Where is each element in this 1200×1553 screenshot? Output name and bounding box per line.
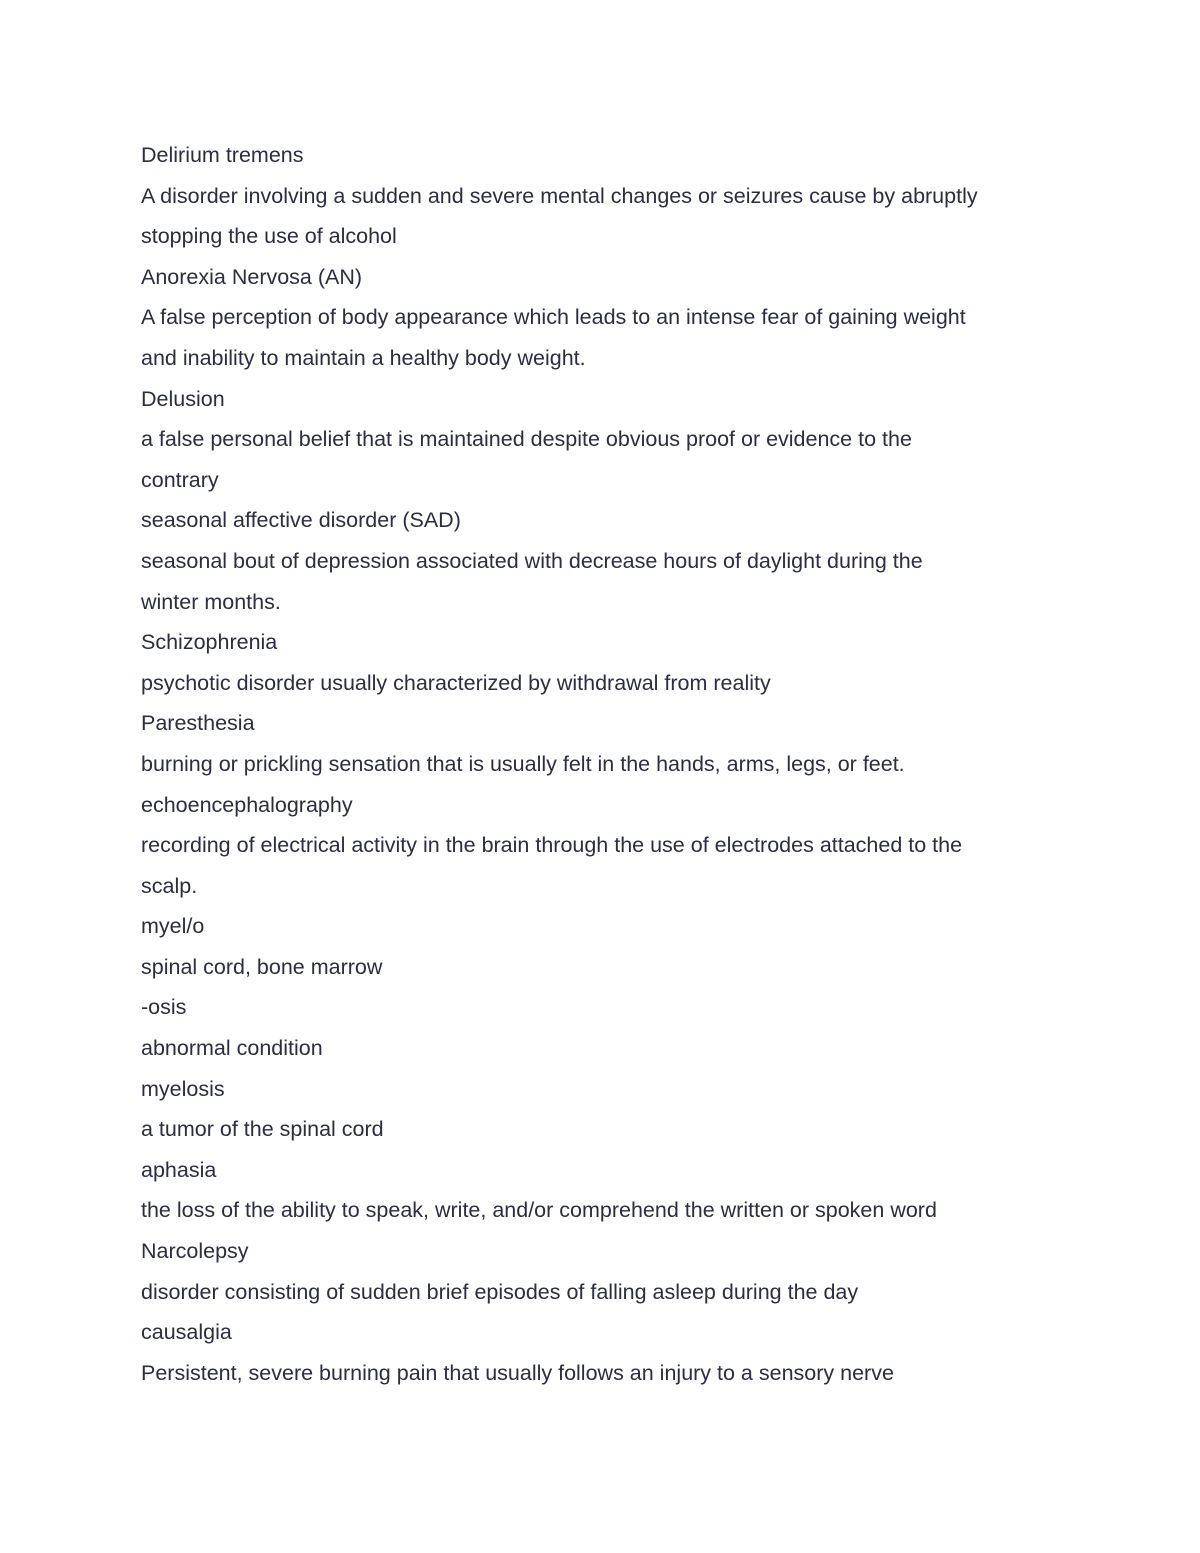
term-delusion: Delusion — [141, 386, 225, 411]
definition-line: psychotic disorder usually characterized by withdrawal from reality — [141, 670, 771, 695]
definition-line: and inability to maintain a healthy body weight. — [141, 345, 586, 370]
definition-line: a tumor of the spinal cord — [141, 1117, 384, 1142]
term-seasonal-affective-disorder: seasonal affective disorder (SAD) — [141, 508, 461, 533]
definition-line: recording of electrical activity in the brain through the use of electrodes attached to the — [141, 833, 963, 858]
definition-line: burning or prickling sensation that is usually felt in the hands, arms, legs, or feet. — [141, 751, 905, 776]
definition-line: scalp. — [141, 873, 198, 898]
definition-line: stopping the use of alcohol — [141, 224, 397, 249]
definition-line: A disorder involving a sudden and severe mental changes or seizures cause by abruptly — [141, 183, 978, 208]
definition-line: Persistent, severe burning pain that usually follows an injury to a sensory nerve — [141, 1360, 894, 1385]
term-paresthesia: Paresthesia — [141, 711, 255, 736]
term-echoencephalography: echoencephalography — [141, 792, 353, 817]
definition-line: A false perception of body appearance which leads to an intense fear of gaining weight — [141, 305, 966, 330]
definition-line: spinal cord, bone marrow — [141, 954, 383, 979]
definition-line: a false personal belief that is maintained despite obvious proof or evidence to the — [141, 427, 912, 452]
definition-line: the loss of the ability to speak, write, and/or comprehend the written or spoken word — [141, 1198, 937, 1223]
definition-line: disorder consisting of sudden brief episodes of falling asleep during the day — [141, 1279, 859, 1304]
term-osis: -osis — [141, 995, 187, 1020]
definition-line: abnormal condition — [141, 1036, 323, 1061]
definition-line: seasonal bout of depression associated with decrease hours of daylight during the — [141, 548, 923, 573]
term-anorexia-nervosa: Anorexia Nervosa (AN) — [141, 264, 363, 289]
definition-line: winter months. — [141, 589, 281, 614]
term-schizophrenia: Schizophrenia — [141, 630, 278, 655]
term-myelo: myel/o — [141, 914, 205, 939]
term-aphasia: aphasia — [141, 1157, 217, 1182]
term-causalgia: causalgia — [141, 1320, 232, 1345]
document-body — [141, 135, 1081, 1393]
term-narcolepsy: Narcolepsy — [141, 1239, 249, 1264]
definition-line: contrary — [141, 467, 219, 492]
term-delirium-tremens: Delirium tremens — [141, 143, 304, 167]
term-myelosis: myelosis — [141, 1076, 225, 1101]
